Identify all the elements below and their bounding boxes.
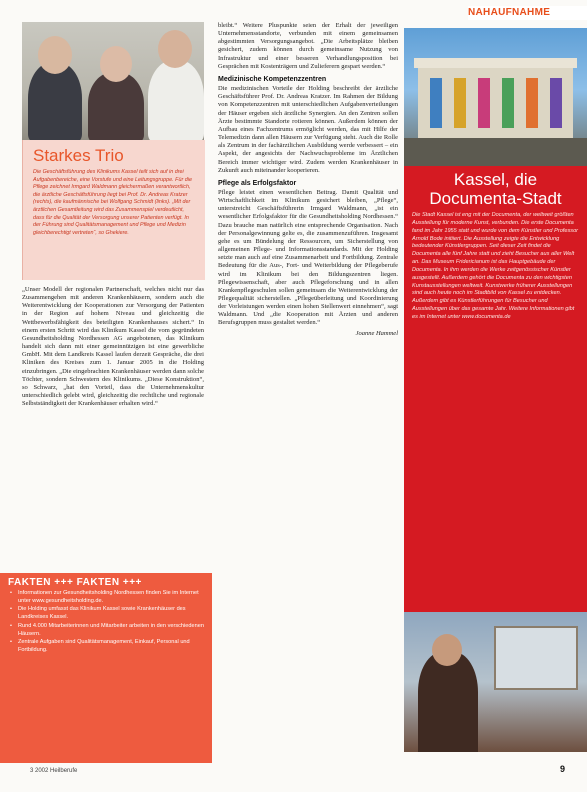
kassel-title: Kassel, die Documenta-Stadt	[429, 170, 562, 208]
sidebar-starkes-trio	[22, 140, 205, 280]
painter-figure	[418, 652, 478, 752]
heading-pflege: Pflege als Erfolgsfaktor	[218, 179, 297, 187]
fakten-item: • Zentrale Aufgaben sind Qualitätsmanagement, Einkauf, Personal und Fortbildung.	[18, 639, 204, 654]
person-right	[148, 60, 204, 140]
building-roof	[414, 58, 577, 68]
footer-publication: 3 2002 Heilberufe	[30, 768, 78, 774]
fakten-item: • Rund 4.000 Mitarbeiterinnen und Mitarbeiter arbeiten in den verschiedenen Häusern.	[18, 623, 204, 638]
kassel-text: Die Stadt Kassel ist eng mit der Documenta, der weltweit größten Ausstellung für moderne Kunst, verbunden. Die erste Documenta fand im Jahr 1955 statt und wurde von dem Künstler und Professor Arnold Bode initiiert. Die Ausstellung zeigte die Entwicklung bedeutender Künstlergruppen. Seit dieser Zeit findet die Documenta alle fünf Jahre statt und zieht Besucher aus aller Welt an. Das Museum Fridericianum ist das Hauptgebäude der Documenta. In ihm werden die Werke zeitgenössischer Künstler ausgestellt. Außerdem gehört die Documenta zu den wichtigsten Kunstausstellungen weltweit. Kunstwerke früherer Ausstellungen sind auch heute noch im Stadtbild von Kassel zu entdecken. Außerdem gibt es Künstlerführungen für Besucher und Ausstellungen über das gesamte Jahr. Weitere Informationen gibt es im Internet unter www.documenta.de	[412, 212, 579, 320]
fakten-item: • Die Holding umfasst das Klinikum Kassel sowie Krankenhäuser des Landkreises Kassel.	[18, 606, 204, 621]
fakten-list	[0, 590, 212, 655]
fakten-title: FAKTEN +++ FAKTEN +++	[8, 577, 142, 588]
banner-green	[502, 78, 514, 128]
person-left-head	[38, 36, 72, 74]
column2-intro: bleibt.“ Weitere Pluspunkte seien der Erhalt der jeweiligen Unternehmensstandorte, verbunden mit einem gemeinsamen abgestimmten Versorgungsangebot. „Die Arbeitsplätze bleiben gesichert, zudem können durch gemeinsame Nutzung von Infrastruktur und einer besseren Verhandlungsposition bei Gesprächen mit Kostenträgern und Zulieferern gespart werden.“	[218, 22, 398, 70]
heading-kompetenzzentren: Medizinische Kompetenzzentren	[218, 75, 327, 83]
article-column-1	[22, 286, 204, 410]
banner-yellow	[454, 78, 466, 128]
ground	[404, 138, 587, 166]
banner-blue	[430, 78, 442, 128]
page-number: 9	[560, 764, 566, 774]
kassel-info-box	[404, 166, 587, 612]
banner-pink	[478, 78, 490, 128]
photo-painter	[404, 612, 587, 752]
article-author: Joanne Hammel	[355, 329, 398, 337]
photo-fridericianum	[404, 28, 587, 166]
section-tag: NAHAUFNAHME	[468, 6, 587, 20]
person-center	[88, 72, 144, 140]
person-center-head	[100, 46, 132, 82]
article-column-2	[218, 22, 398, 338]
photo-management-trio	[22, 22, 204, 140]
column1-paragraph: „Unser Modell der regionalen Partnerschaft, welches nicht nur das Zusammengehen mit anderen Krankenhäusern, sondern auch die Weiterentwicklung der Kooperationen zur Versorgung der Patienten in der Region auf hohem Niveau und gleichzeitig die Wettbewerbsfähigkeit des beteiligten Krankenhauses sichert.“ In einem ersten Schritt wird das Klinikum Kassel die vom gegründeten Gesundheitsholding Nordhessen AG angebotenen, das Klinikum handelt sich dann mit einer gemeinnützigen ist eine gewerbliche GmbH. Mit dem Landkreis Kassel laufen derzeit Gespräche, die drei Kliniken des Kreises zum 1. Januar 2005 in die Holding einzubringen. „Die eingebrachten Krankenhäuser werden dann solche Töchter, sondern Schwestern des Klinikums. „Diese Konstruktion“, so Schwarz, „hat den Vorteil, dass die Unternehmenskultur unterschiedlich gelebt wird, gleichzeitig die rechtliche und regionale Selbstständigkeit der Krankenhäuser erhalten wird.“	[22, 286, 204, 408]
banner-purple	[550, 78, 562, 128]
banner-orange	[526, 78, 538, 128]
fakten-box	[0, 573, 212, 763]
sidebar-caption: Die Geschäftsführung des Klinikums Kassel teilt sich auf in drei Aufgabenbereiche, eine Vorstufe und eine Leitungsgruppe. Für die Pflege zeichnet Irmgard Waldmann gleichermaßen verantwortlich, die ärztliche Geschäftsführung liegt bei Prof. Dr. Andreas Kratzer (rechts), die kaufmännische bei Wolfgang Schmidt (links). „Mit der ärztlichen Gesamtleitung wird das Zusammenspiel verdeutlicht, dass für die Qualität der Versorgung unserer Patienten verfügt. In der Führung sind Qualitätsmanagement und Pflege und Medizin gleichberechtigt vertreten“, so Ghekiere.	[33, 169, 192, 236]
person-right-head	[158, 30, 192, 68]
sidebar-title: Starkes Trio	[33, 146, 124, 165]
column2-paragraph-1: Die medizinischen Vorteile der Holding beschreibt der ärztliche Geschäftsführer Prof. Dr. Andreas Kratzer. Im Rahmen der Bildung von Kompetenzzentren mit unterschiedlichen Aufgabenverteilungen der Häuser ergeben sich ärztliche Synergien. An den Zentren sollen Ärzte bestimmte Standorte rotieren können. Außerdem können der Aufbau eines Fachzentrums ermöglicht werden, das mit Hilfe der Telemedizin dann allen Häusern zur Verfügung steht. Auch die Rolle als Zentrum in der fachärztlichen Ausbildung werde verbessert – ein Aspekt, der angesichts der Nachwuchsprobleme im Ärztlichen Bereich immer wichtiger wird. Zudem werden Krankenhäuser in Zukunft auch miteinander kooperieren.	[218, 85, 398, 174]
painter-head	[432, 634, 462, 666]
column2-paragraph-2: Pflege leistet einen wesentlichen Beitrag. Damit Qualität und Wirtschaftlichkeit im Klinikum gesichert bleiben, „Pflege“, unterstreicht Geschäftsführerin Irmgard Waldmann, „ist ein wesentlicher Erfolgsfaktor für die Gesundheitsholding Nordhessen.“ Dazu brauche man natürlich eine entsprechende Organisation. Nach der Personalgewinnung gelte es, die zusammenzuführen. Insgesamt gehe es um Bündelung der Ressourcen, um Sicherstellung von allgemeinen Pflege- und Informationsstandards. Mit der Holding setzte man auch auf eine Zusammenarbeit und Fortbildung. Zentrale Bedeutung für die Aus-, Fort- und Weiterbildung der Pflegeberufe wird im Klinikum bei den Bildungszentren liegen. Pflegewissenschaft, aber auch Pflegeforschung und in allen Krankenpflegeschulen sollen gemeinsam die Weiterentwicklung der Pflegequalität sicherstellen. „Pflegeüberleitung und Koordinierung der Vorleistungen werden einen hohen Stellenwert einnehmen“, sagt Waldmann. Und „die Kooperation mit Ärzten und anderen Berufsgruppen muss gestaltet werden.“	[218, 188, 398, 327]
canvas-painting	[494, 626, 578, 690]
fakten-item: • Informationen zur Gesundheitsholding Nordhessen finden Sie im Internet unter www.gesundheitsholding.de.	[18, 590, 204, 605]
